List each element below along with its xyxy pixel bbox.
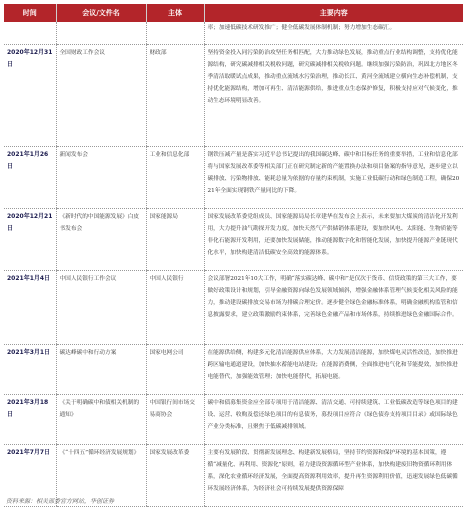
cell-name: 《“十四五”循环经济发展规划》 <box>56 445 146 507</box>
cell-date: 2021年3月18日 <box>4 395 56 445</box>
cell-body: 财政部 <box>146 45 204 147</box>
table-row <box>4 209 463 271</box>
cell-name: 《新时代的中国能源发展》白皮书发布会 <box>56 209 146 271</box>
source-note: 资料来源：相关部委官方网站，华创证券 <box>6 498 115 505</box>
cell-date: 2021年3月1日 <box>4 345 56 395</box>
cell-content: 坚持资金投入同污染防治攻坚任务相匹配，大力推动绿色发展，推动重点行业结构调整，支持优化能源结构，研究碳减排相关税收问题，研究碳减排相关税收问题。继续加强污染防治，巩固北方地区冬季清洁取暖试点成果，推动重点流域水污染治理，推动长江、黄河全流域建立横向生态补偿机制，支持优化能源结构，增加可再生、清洁能源供给，推进重点生态保护修复，积极支持应对气候变化，推动生态环境明显改善。 <box>204 45 463 147</box>
cell-content: 会议部署2021年10大工作，明确“落实碳达峰、碳中和”是仅次于货币、信贷政策的第三大工作，要做好政策设计和规划，引导金融资源向绿色发展领域倾斜，增强金融体系管理气候变化相关风险的能力，推动建设碳排放交易市场为排碳合理定价。逐步健全绿色金融标准体系，明确金融机构监管和信息披露要求，建立政策激励约束体系，完善绿色金融产品和市场体系，持续推进绿色金融国际合作。 <box>204 271 463 345</box>
cell-content: 国家发展改革委党组成员、国家能源局局长章建华在发布会上表示，未来要加大煤炭的清洁化开发利用，大力提升油气勘探开发力度，加快天然气产供储销体系建设，要加快风电、太阳能、生物质能等非化石能源开发利用，还要加快发展储能，推动能源数字化和智能化发展，加快提升能源产业链现代化水平，加快构建清洁低碳安全高效的能源体系。 <box>204 209 463 271</box>
cell-date <box>4 22 56 45</box>
table-header-row <box>4 4 463 22</box>
cell-body: 国家能源局 <box>146 209 204 271</box>
cell-name: 中国人民银行工作会议 <box>56 271 146 345</box>
cell-date: 2021年1月4日 <box>4 271 56 345</box>
cell-date: 2021年1月26日 <box>4 147 56 209</box>
cell-body: 中国人民银行 <box>146 271 204 345</box>
cell-body: 工业和信息化部 <box>146 147 204 209</box>
cell-content: 在能源供给侧，构建多元化清洁能源供应体系，大力发展清洁能源，加快煤电灵活性改造，加快推进跨区输电通道建设，加快抽水蓄能电站建设；在能源消费侧，全面推进电气化和节能提效，加快推进电能替代，加强能效管理；加快电能替代，拓展电能。 <box>204 345 463 395</box>
cell-body <box>146 22 204 45</box>
cell-name <box>56 22 146 45</box>
table-row <box>4 345 463 395</box>
cell-body: 国家电网公司 <box>146 345 204 395</box>
table-row <box>4 271 463 345</box>
cell-body: 中国银行间市场交易商协会 <box>146 395 204 445</box>
cell-name: 《关于明确碳中和债相关机制的通知》 <box>56 395 146 445</box>
cell-body: 国家发展改革委 <box>146 445 204 507</box>
cell-name: 新闻发布会 <box>56 147 146 209</box>
cell-content: 主要有发展阶段、贯彻新发展理念、构建新发展格局，坚持节约资源和保护环境的基本国策，遵循“减量化、再利用、资源化”原则，着力建设资源循环型产业体系，加快构建废旧物资循环利用体系，深化农业循环经济发展，全面提高资源利用效率，提升再生资源利用价值，迅速发展绿色低碳循环发展经济体系，为经济社会可持续发展提供资源保障 <box>204 445 463 507</box>
header-content: 主要内容 <box>204 4 463 22</box>
table-row <box>4 45 463 147</box>
policy-table <box>4 4 463 507</box>
table-row <box>4 22 463 45</box>
cell-date: 2021年7月7日 <box>4 445 56 507</box>
header-date: 时间 <box>4 4 56 22</box>
cell-name: 碳达峰碳中和行动方案 <box>56 345 146 395</box>
cell-content: 率；加速低碳技术研发推广；健全低碳发展体制机制；努力增加生态碳汇。 <box>204 22 463 45</box>
cell-date: 2020年12月21日 <box>4 209 56 271</box>
cell-content: 钢铁压减产量是落实习近平总书记提出的我国碳达峰、碳中和目标任务的重要举措，工业和信息化部将与国家发展改革委等相关部门正在研究制定新的产能置换办法和项目备案的指导意见，逐步建立以碳排放、污染物排放、能耗总量为依据的存量约束机制，实施工业低碳行动和绿色制造工程，确保2021年全面实现钢铁产量同比的下降。 <box>204 147 463 209</box>
header-name: 会议/文件名 <box>56 4 146 22</box>
cell-name: 全国财政工作会议 <box>56 45 146 147</box>
header-body: 主体 <box>146 4 204 22</box>
table-row <box>4 395 463 445</box>
table-row <box>4 147 463 209</box>
cell-content: 碳中和债募集资金应全部专项用于清洁能源、清洁交通、可持续建筑、工业低碳改造等绿色项目的建设、运营、收购及偿还绿色项目的有息债务，募投项目应符合《绿色债券支持项目目录》或国际绿色产业分类标准，且聚焦于低碳减排领域。 <box>204 395 463 445</box>
cell-date: 2020年12月31日 <box>4 45 56 147</box>
